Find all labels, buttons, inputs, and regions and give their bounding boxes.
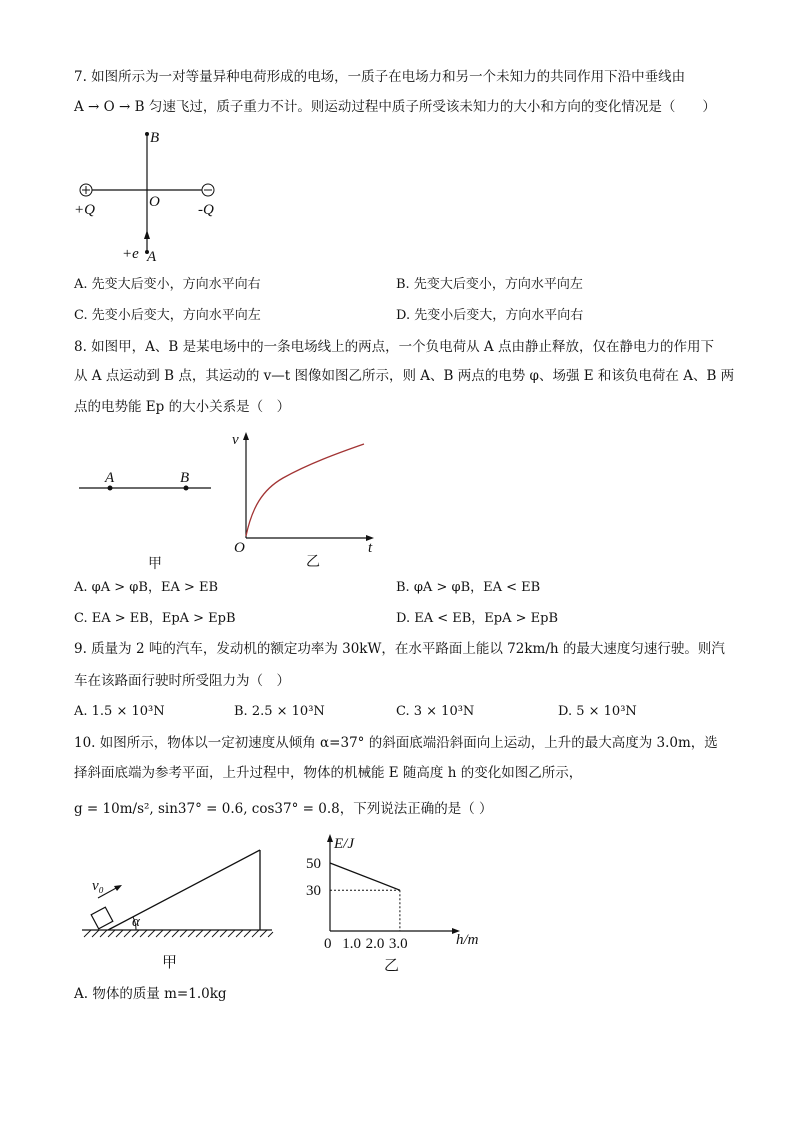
q8-option-a: A. φA > φB，EA > EB [74, 580, 219, 595]
q7-option-b: B. 先变大后变小，方向水平向左 [396, 277, 583, 292]
q10-figure-yi [296, 826, 496, 976]
incline-surface [108, 850, 260, 930]
x-tick-label: 1.0 [342, 936, 362, 952]
label-origin: 0 [324, 936, 332, 952]
label-o: O [149, 194, 160, 210]
q8-option-b: B. φA > φB，EA < EB [396, 580, 541, 595]
caption-jia: 甲 [148, 557, 162, 572]
q9-option-b: B. 2.5 × 10³N [234, 704, 325, 719]
label-a: A [147, 249, 157, 265]
label-ylabel: E/J [334, 836, 354, 852]
label-a: A [105, 470, 115, 486]
q7-option-d: D. 先变小后变大，方向水平向右 [396, 308, 584, 323]
q8-line2: 从 A 点运动到 B 点，其运动的 v—t 图像如图乙所示，则 A、B 两点的电势 φ、场强 E 和该负电荷在 A、B 两 [74, 368, 735, 384]
caption-yi: 乙 [306, 555, 320, 570]
label-alpha: α [132, 914, 140, 930]
label-b: B [180, 470, 190, 486]
q8-line3: 点的电势能 Ep 的大小关系是（ ） [74, 399, 291, 415]
label-o: O [234, 540, 245, 556]
ground-hatch [84, 930, 273, 937]
y-tick-label: 30 [306, 883, 321, 900]
q8-figure-jia [76, 464, 216, 574]
label-proton: +e [122, 246, 139, 262]
q7-option-a: A. 先变大后变小，方向水平向右 [74, 277, 261, 292]
vt-curve [246, 444, 364, 536]
q9-line1: 9. 质量为 2 吨的汽车，发动机的额定功率为 30kW，在水平路面上能以 72km/h 的最大速度匀速行驶。则汽 [74, 641, 725, 657]
q10-option-a: A. 物体的质量 m=1.0kg [74, 986, 227, 1002]
q7-option-c: C. 先变小后变大，方向水平向左 [74, 308, 261, 323]
q9-option-a: A. 1.5 × 10³N [74, 704, 165, 719]
label-v0: v₀ [92, 878, 104, 894]
y-tick-label: 50 [306, 856, 321, 872]
caption-yi: 乙 [384, 958, 400, 974]
e-h-chart-marks [306, 856, 408, 952]
q10-line3: g = 10m/s², sin37° = 0.6, cos37° = 0.8，下列说法正确的是（ ） [74, 801, 493, 817]
point-b-dot [145, 132, 149, 136]
label-minus-q: -Q [198, 202, 214, 218]
label-t: t [368, 540, 373, 556]
q10-line1: 10. 如图所示，物体以一定初速度从倾角 α=37° 的斜面底端沿斜面向上运动，上升的最大高度为 3.0m，选 [74, 735, 718, 751]
label-v: v [232, 432, 239, 448]
up-arrow-icon [144, 230, 150, 239]
q8-figure-yi [228, 428, 383, 578]
label-plus-q: +Q [74, 202, 95, 218]
q9-line2: 车在该路面行驶时所受阻力为（ ） [74, 673, 290, 689]
x-tick-label: 2.0 [365, 936, 385, 952]
point-a-dot [108, 486, 113, 491]
q8-line1: 8. 如图甲，A、B 是某电场中的一条电场线上的两点，一个负电荷从 A 点由静止释放，仅在静电力的作用下 [74, 339, 714, 355]
q7-figure [70, 122, 230, 272]
point-b-dot [184, 486, 189, 491]
caption-jia: 甲 [162, 955, 178, 971]
label-b: B [150, 130, 160, 146]
q10-figure-jia [78, 840, 278, 975]
q8-option-d: D. EA < EB，EpA > EpB [396, 611, 559, 626]
v-axis-arrow-icon [243, 432, 249, 440]
label-xlabel: h/m [456, 932, 479, 948]
q9-option-d: D. 5 × 10³N [558, 704, 637, 719]
q7-line2: A → O → B 匀速飞过，质子重力不计。则运动过程中质子所受该未知力的大小和方向的变化情况是（ ） [74, 99, 716, 115]
q7-line1: 7. 如图所示为一对等量异种电荷形成的电场，一质子在电场力和另一个未知力的共同作用下沿中垂线由 [74, 69, 686, 85]
x-tick-label: 3.0 [388, 936, 408, 952]
e-axis-arrow-icon [327, 834, 333, 842]
q8-option-c: C. EA > EB，EpA > EpB [74, 611, 236, 626]
e-h-series-line [330, 863, 400, 890]
q9-option-c: C. 3 × 10³N [396, 704, 475, 719]
q10-line2: 择斜面底端为参考平面，上升过程中，物体的机械能 E 随高度 h 的变化如图乙所示， [74, 765, 583, 781]
block [91, 907, 113, 929]
